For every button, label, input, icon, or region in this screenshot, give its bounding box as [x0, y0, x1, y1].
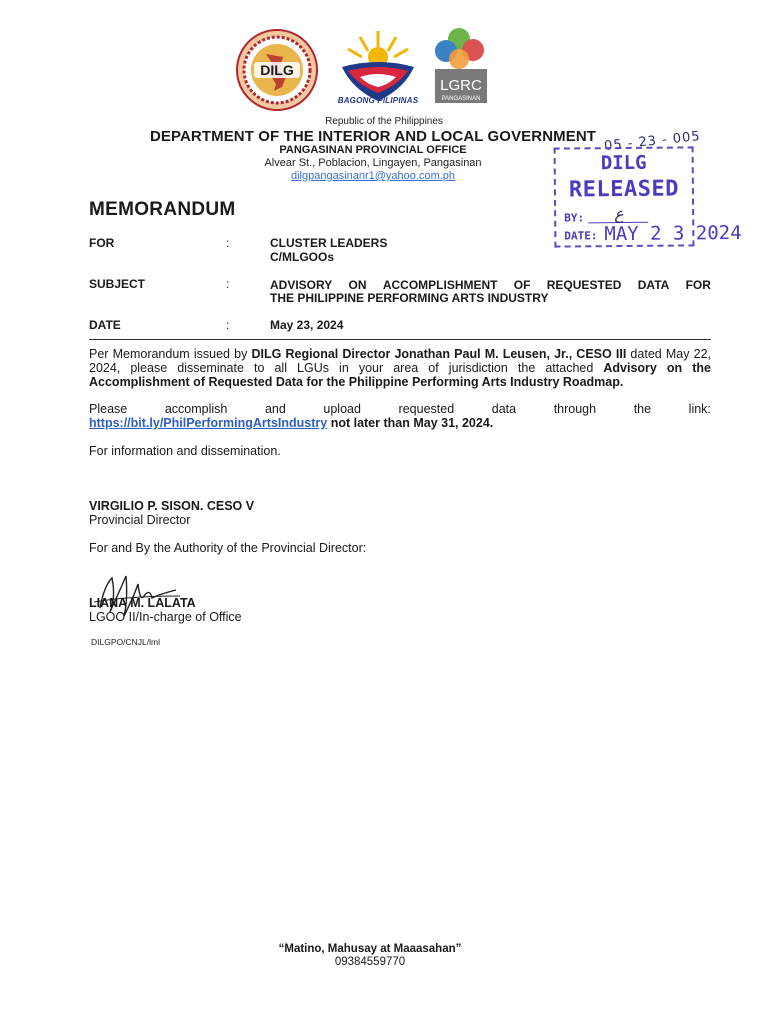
for-colon: : [226, 236, 230, 250]
p2-first-line [89, 402, 711, 416]
for-value-2: C/MLGOOs [270, 250, 335, 264]
subject-word: DATA [637, 278, 670, 292]
republic-line: Republic of the Philippines [325, 116, 443, 127]
date-value: May 23, 2024 [270, 318, 344, 332]
stamp-date-label: DATE: [564, 229, 598, 243]
subject-label: SUBJECT [89, 277, 146, 291]
dilg-seal-logo [236, 29, 318, 111]
bagong-pilipinas-caption: BAGONG PILIPINAS [337, 96, 419, 105]
department-name: DEPARTMENT OF THE INTERIOR AND LOCAL GOVERNMENT [149, 128, 597, 145]
for-value-1: CLUSTER LEADERS [270, 236, 388, 250]
stamp-agency: DILG [600, 151, 647, 175]
lgrc-logo-subtext: PANGASINAN [441, 96, 481, 102]
signatory-position: Provincial Director [89, 513, 191, 527]
released-stamp [554, 146, 742, 247]
date-colon: : [226, 318, 230, 332]
subject-colon: : [226, 277, 230, 291]
stamp-initials-signature: ع [614, 204, 624, 224]
p2-deadline: not later than May 31, 2024. [327, 416, 494, 430]
office-email-link[interactable]: dilgpangasinanr1@yahoo.com.ph [290, 170, 456, 182]
for-label: FOR [89, 236, 115, 250]
p1-regional-director: DILG Regional Director Jonathan Paul M. Leusen, Jr., CESO III [251, 347, 627, 361]
stamp-status: RELEASED [568, 176, 680, 203]
subject-word: OF [513, 278, 531, 292]
paragraph-3: For information and dissemination. [89, 444, 281, 458]
paragraph-2 [89, 402, 711, 430]
stamp-date-value: MAY 2 3 2024 [604, 221, 742, 246]
signatory-name: VIRGILIO P. SISON. CESO V [89, 499, 255, 513]
p2-word: requested [398, 402, 455, 416]
p1-advisory-title: Advisory on the Accomplishment of Requested Data for the Philippine Performing Arts Industry Roadmap. [89, 361, 711, 389]
p2-word: through [553, 402, 597, 416]
footer-motto: “Matino, Mahusay at Maaasahan” [278, 943, 462, 955]
handwritten-control-number: 05 - 23 - 005 [603, 128, 702, 155]
p2-word: and [264, 402, 286, 416]
office-address: Alvear St., Poblacion, Lingayen, Pangasinan [264, 157, 482, 169]
lgrc-logo [431, 27, 489, 105]
oic-name: LIANA M. LALATA [89, 596, 196, 610]
subject-value-2: THE PHILIPPINE PERFORMING ARTS INDUSTRY [270, 291, 549, 305]
p2-word: accomplish [164, 402, 228, 416]
subject-word: FOR [685, 278, 711, 292]
memo-title: MEMORANDUM [89, 199, 236, 220]
p2-word: link: [688, 402, 711, 416]
performing-arts-link[interactable]: https://bit.ly/PhilPerformingArtsIndustry [89, 416, 328, 430]
authority-line: For and By the Authority of the Provincial Director: [89, 541, 367, 555]
subject-word: ACCOMPLISHMENT [382, 278, 498, 292]
office-name: PANGASINAN PROVINCIAL OFFICE [279, 144, 467, 156]
p2-word: Please [89, 402, 128, 416]
subject-word: ADVISORY [270, 278, 333, 292]
subject-word: ON [348, 278, 367, 292]
p1-text-c: dated May 22, 2024, please disseminate to all LGUs in your area of jurisdiction the attached [89, 347, 711, 375]
date-label: DATE [89, 318, 121, 332]
stamp-by-label: BY: [564, 211, 585, 225]
subject-value-1-wrap [270, 278, 711, 292]
footer-phone: 09384559770 [334, 956, 406, 968]
subject-word: REQUESTED [546, 278, 622, 292]
p2-word: data [491, 402, 517, 416]
dilg-logo-text: DILG [260, 62, 294, 78]
p2-word: the [633, 402, 652, 416]
lgrc-logo-text: LGRC [440, 77, 482, 94]
paragraph-1 [89, 347, 711, 389]
subject-value-1 [270, 278, 711, 292]
header-divider [89, 339, 711, 340]
reference-initials: DILGPO/CNJL/lml [91, 637, 160, 647]
oic-position: LGOO II/In-charge of Office [89, 610, 242, 624]
p2-word: upload [323, 402, 361, 416]
p1-text-a: Per Memorandum issued by [89, 347, 252, 361]
